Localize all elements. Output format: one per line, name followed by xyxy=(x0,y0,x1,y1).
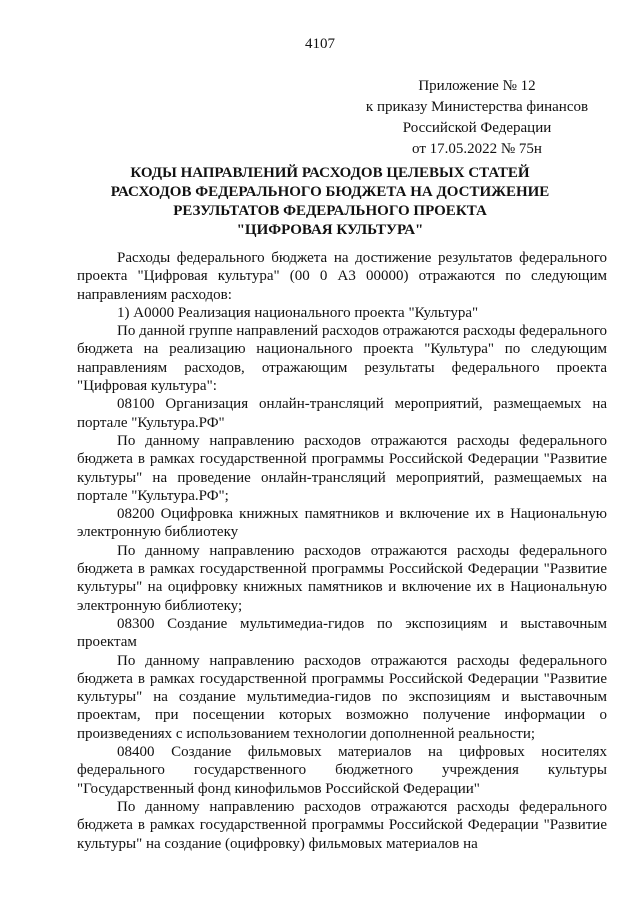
appendix-number: Приложение № 12 xyxy=(418,78,536,94)
code-08200: 08200 Оцифровка книжных памятников и включение их в Национальную электронную библиотеку xyxy=(77,506,607,541)
code-08300-description: По данному направлению расходов отражаются расходы федерального бюджета в рамках государственной программы Российской Федерации "Развитие культуры" на создание мультимедиа-гидов по экспозициям и выставочным проектам, при посещении которых возможно получение информации о произведениях с использованием технологии дополненной реальности; xyxy=(77,652,607,742)
intro-paragraph: Расходы федерального бюджета на достижение результатов федерального проекта "Цифровая культура" (00 0 А3 00000) отражаются по следующим направлениям расходов: xyxy=(77,250,607,303)
section-description: По данной группе направлений расходов отражаются расходы федерального бюджета на реализацию национального проекта "Культура" по следующим направлениям расходов, отражающим результаты федерального проекта "Цифровая культура": xyxy=(77,323,607,395)
appendix-date: от 17.05.2022 № 75н xyxy=(412,141,542,157)
title-line-4: "ЦИФРОВАЯ КУЛЬТУРА" xyxy=(236,222,424,238)
title-line-3: РЕЗУЛЬТАТОВ ФЕДЕРАЛЬНОГО ПРОЕКТА xyxy=(173,203,487,219)
code-08300: 08300 Создание мультимедиа-гидов по экспозициям и выставочным проектам xyxy=(77,615,607,651)
document-body xyxy=(77,249,607,853)
title-line-1: КОДЫ НАПРАВЛЕНИЙ РАСХОДОВ ЦЕЛЕВЫХ СТАТЕЙ xyxy=(130,165,530,181)
page-number: 4107 xyxy=(305,36,335,52)
code-08200-description: По данному направлению расходов отражаются расходы федерального бюджета в рамках государственной программы Российской Федерации "Развитие культуры" на оцифровку книжных памятников и включение их в Национальную электронную библиотеку; xyxy=(77,542,607,614)
document-title xyxy=(70,164,590,240)
appendix-header xyxy=(352,76,602,160)
code-08100-description: По данному направлению расходов отражаются расходы федерального бюджета в рамках государственной программы Российской Федерации "Развитие культуры" на проведение онлайн-трансляций мероприятий, размещаемых на портале "Культура.РФ"; xyxy=(77,432,607,504)
appendix-order: к приказу Министерства финансов xyxy=(365,99,589,115)
section-heading-a0000: 1) А0000 Реализация национального проекта "Культура" xyxy=(117,304,479,321)
title-line-2: РАСХОДОВ ФЕДЕРАЛЬНОГО БЮДЖЕТА НА ДОСТИЖЕНИЕ xyxy=(110,184,550,200)
appendix-country: Российской Федерации xyxy=(402,120,552,136)
code-08400: 08400 Создание фильмовых материалов на цифровых носителях федерального государственного бюджетного учреждения культуры "Государственный фонд кинофильмов Российской Федерации" xyxy=(77,744,607,797)
code-08100: 08100 Организация онлайн-трансляций мероприятий, размещаемых на портале "Культура.РФ" xyxy=(77,396,607,431)
code-08400-description: По данному направлению расходов отражаются расходы федерального бюджета в рамках государственной программы Российской Федерации "Развитие культуры" на создание (оцифровку) фильмовых материалов на xyxy=(77,798,607,852)
